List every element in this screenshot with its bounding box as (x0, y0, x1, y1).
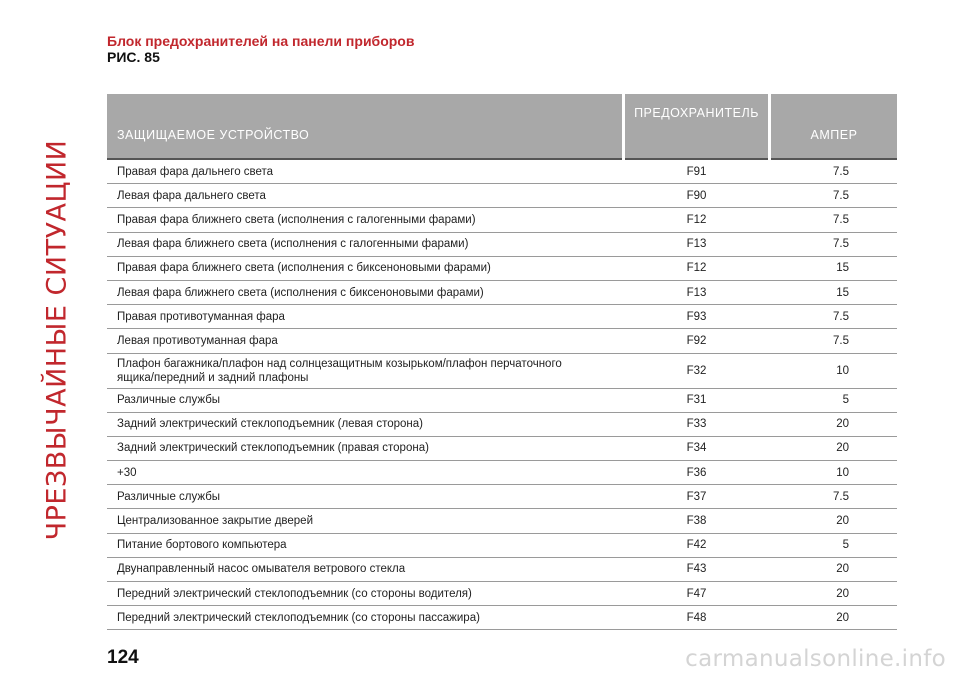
header-fuse: ПРЕДОХРАНИТЕЛЬ (624, 94, 770, 159)
fuse-cell: F48 (624, 606, 770, 630)
device-cell: Задний электрический стеклоподъемник (левая сторона) (107, 412, 624, 436)
amp-cell: 7.5 (770, 305, 898, 329)
device-cell: Левая фара ближнего света (исполнения с биксеноновыми фарами) (107, 280, 624, 304)
fuse-cell: F38 (624, 509, 770, 533)
table-row (107, 184, 897, 208)
amp-cell: 20 (770, 509, 898, 533)
device-cell-line-2: ящика/передний и задний плафоны (117, 371, 309, 384)
amp-cell: 20 (770, 436, 898, 460)
amp-cell: 7.5 (770, 184, 898, 208)
fuse-cell: F36 (624, 461, 770, 485)
fuse-cell: F13 (624, 232, 770, 256)
device-cell: Задний электрический стеклоподъемник (правая сторона) (107, 436, 624, 460)
device-cell: Различные службы (107, 388, 624, 412)
fuse-cell: F91 (624, 159, 770, 184)
header-device: ЗАЩИЩАЕМОЕ УСТРОЙСТВО (107, 94, 624, 159)
table-row (107, 208, 897, 232)
table-row (107, 388, 897, 412)
device-cell: Передний электрический стеклоподъемник (со стороны пассажира) (107, 606, 624, 630)
fuse-cell: F31 (624, 388, 770, 412)
table-row (107, 582, 897, 606)
amp-cell: 15 (770, 280, 898, 304)
fuse-cell: F33 (624, 412, 770, 436)
table-row (107, 305, 897, 329)
table-row (107, 280, 897, 304)
table-row (107, 509, 897, 533)
device-cell: Правая фара ближнего света (исполнения с галогенными фарами) (107, 208, 624, 232)
amp-cell: 7.5 (770, 159, 898, 184)
table-row (107, 159, 897, 184)
amp-cell: 5 (770, 533, 898, 557)
fuse-cell: F43 (624, 557, 770, 581)
device-cell: Двунаправленный насос омывателя ветрового стекла (107, 557, 624, 581)
amp-cell: 10 (770, 461, 898, 485)
device-cell: Левая противотуманная фара (107, 329, 624, 353)
device-cell: Правая фара дальнего света (107, 159, 624, 184)
watermark: carmanualsonline.info (685, 646, 946, 672)
fuse-cell: F12 (624, 256, 770, 280)
amp-cell: 7.5 (770, 208, 898, 232)
table-row (107, 606, 897, 630)
device-cell: Различные службы (107, 485, 624, 509)
amp-cell: 7.5 (770, 329, 898, 353)
device-cell: Питание бортового компьютера (107, 533, 624, 557)
table-row (107, 461, 897, 485)
figure-reference: РИС. 85 (107, 49, 160, 65)
device-cell (107, 353, 624, 388)
fuse-cell: F13 (624, 280, 770, 304)
fuse-cell: F42 (624, 533, 770, 557)
amp-cell: 10 (770, 353, 898, 388)
table-row (107, 232, 897, 256)
device-cell: +30 (107, 461, 624, 485)
page-number: 124 (107, 647, 139, 668)
table-row (107, 533, 897, 557)
fuse-table (107, 94, 897, 630)
table-row (107, 353, 897, 388)
section-side-title: ЧРЕЗВЫЧАЙНЫЕ СИТУАЦИИ (41, 139, 73, 541)
amp-cell: 20 (770, 412, 898, 436)
page-title: Блок предохранителей на панели приборов (107, 33, 415, 49)
amp-cell: 20 (770, 557, 898, 581)
fuse-cell: F32 (624, 353, 770, 388)
device-cell-line-1: Плафон багажника/плафон над солнцезащитным козырьком/плафон перчаточного (117, 357, 562, 370)
fuse-cell: F93 (624, 305, 770, 329)
device-cell: Левая фара дальнего света (107, 184, 624, 208)
amp-cell: 7.5 (770, 485, 898, 509)
amp-cell: 15 (770, 256, 898, 280)
fuse-cell: F47 (624, 582, 770, 606)
fuse-cell: F34 (624, 436, 770, 460)
fuse-cell: F12 (624, 208, 770, 232)
fuse-cell: F92 (624, 329, 770, 353)
fuse-cell: F90 (624, 184, 770, 208)
amp-cell: 5 (770, 388, 898, 412)
amp-cell: 20 (770, 582, 898, 606)
table-row (107, 485, 897, 509)
table-row (107, 412, 897, 436)
page-heading (107, 33, 414, 65)
amp-cell: 7.5 (770, 232, 898, 256)
header-amp: АМПЕР (770, 94, 898, 159)
device-cell: Передний электрический стеклоподъемник (со стороны водителя) (107, 582, 624, 606)
table-row (107, 329, 897, 353)
table-header-row (107, 94, 897, 159)
table-row (107, 436, 897, 460)
device-cell: Централизованное закрытие дверей (107, 509, 624, 533)
device-cell: Правая фара ближнего света (исполнения с биксеноновыми фарами) (107, 256, 624, 280)
table-row (107, 256, 897, 280)
amp-cell: 20 (770, 606, 898, 630)
device-cell: Правая противотуманная фара (107, 305, 624, 329)
table-row (107, 557, 897, 581)
device-cell: Левая фара ближнего света (исполнения с галогенными фарами) (107, 232, 624, 256)
fuse-cell: F37 (624, 485, 770, 509)
